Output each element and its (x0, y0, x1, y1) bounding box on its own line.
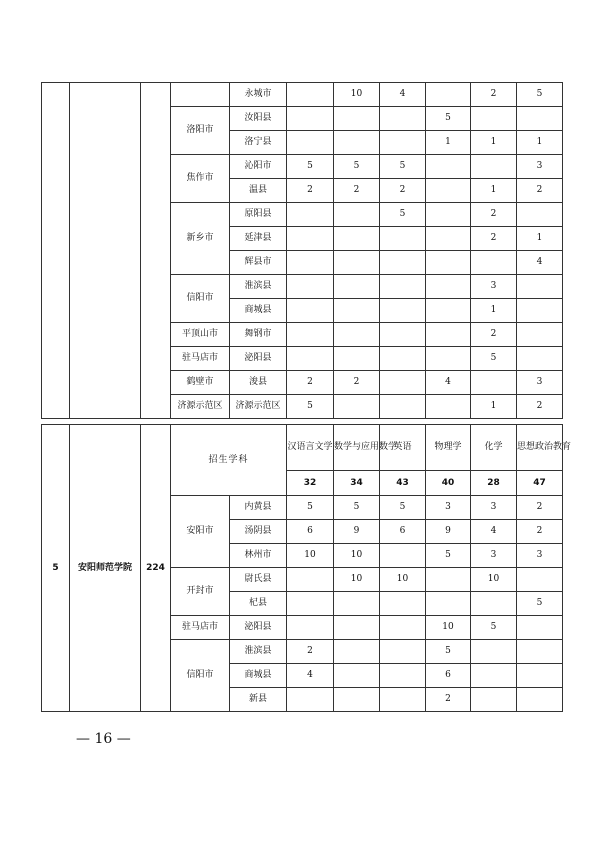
quota-cell: 2 (517, 520, 563, 544)
county-cell: 汝阳县 (230, 107, 287, 131)
quota-cell: 10 (334, 83, 380, 107)
county-cell: 原阳县 (230, 203, 287, 227)
county-cell: 商城县 (230, 664, 287, 688)
quota-cell (426, 299, 471, 323)
quota-cell (471, 371, 517, 395)
subject-total: 47 (517, 471, 563, 496)
quota-cell (334, 592, 380, 616)
quota-cell: 5 (426, 544, 471, 568)
quota-cell: 5 (334, 496, 380, 520)
county-cell: 泌阳县 (230, 616, 287, 640)
quota-cell: 2 (471, 227, 517, 251)
quota-cell (380, 640, 426, 664)
quota-cell (334, 131, 380, 155)
quota-cell: 2 (287, 640, 334, 664)
quota-cell: 3 (517, 155, 563, 179)
school-cell (70, 83, 141, 419)
county-cell: 沁阳市 (230, 155, 287, 179)
quota-cell (380, 107, 426, 131)
county-cell: 济源示范区 (230, 395, 287, 419)
quota-cell: 4 (426, 371, 471, 395)
subject-header: 汉语言文学 (287, 425, 334, 471)
quota-cell (380, 688, 426, 712)
quota-cell: 2 (517, 496, 563, 520)
quota-cell: 6 (380, 520, 426, 544)
quota-cell: 1 (517, 227, 563, 251)
county-cell: 温县 (230, 179, 287, 203)
quota-cell (517, 323, 563, 347)
quota-cell: 2 (334, 371, 380, 395)
city-cell: 鹤壁市 (171, 371, 230, 395)
county-cell: 洛宁县 (230, 131, 287, 155)
quota-cell: 5 (426, 640, 471, 664)
index-cell: 5 (42, 425, 70, 712)
quota-cell (334, 299, 380, 323)
quota-cell: 2 (517, 395, 563, 419)
quota-cell: 1 (471, 131, 517, 155)
quota-cell: 3 (471, 275, 517, 299)
quota-cell (287, 616, 334, 640)
quota-cell: 3 (517, 371, 563, 395)
quota-cell: 5 (287, 155, 334, 179)
quota-table-continued (41, 82, 563, 419)
quota-cell (517, 275, 563, 299)
quota-cell (517, 616, 563, 640)
quota-cell (517, 299, 563, 323)
city-cell (171, 83, 230, 107)
quota-cell (334, 395, 380, 419)
quota-cell (380, 299, 426, 323)
quota-cell (380, 395, 426, 419)
city-cell: 平顶山市 (171, 323, 230, 347)
quota-cell (334, 323, 380, 347)
quota-cell (471, 251, 517, 275)
quota-cell (517, 107, 563, 131)
page-number: — 16 — (76, 731, 131, 747)
quota-cell (426, 568, 471, 592)
quota-cell (426, 275, 471, 299)
quota-cell (471, 592, 517, 616)
city-cell: 焦作市 (171, 155, 230, 203)
quota-cell: 2 (471, 83, 517, 107)
quota-cell (380, 275, 426, 299)
county-cell: 新县 (230, 688, 287, 712)
quota-cell (380, 251, 426, 275)
quota-cell (426, 323, 471, 347)
city-cell: 新乡市 (171, 203, 230, 275)
quota-cell: 4 (517, 251, 563, 275)
recruit-subject-label: 招生学科 (171, 425, 287, 496)
subject-header: 思想政治教育 (517, 425, 563, 471)
quota-cell (517, 203, 563, 227)
quota-cell: 2 (287, 179, 334, 203)
county-cell: 商城县 (230, 299, 287, 323)
quota-cell (380, 592, 426, 616)
quota-cell: 1 (471, 395, 517, 419)
city-cell: 驻马店市 (171, 616, 230, 640)
city-cell: 安阳市 (171, 496, 230, 568)
subject-total: 40 (426, 471, 471, 496)
quota-cell: 9 (334, 520, 380, 544)
quota-cell (380, 347, 426, 371)
quota-cell (380, 227, 426, 251)
quota-cell (380, 544, 426, 568)
quota-cell (334, 275, 380, 299)
city-cell: 洛阳市 (171, 107, 230, 155)
county-cell: 辉县市 (230, 251, 287, 275)
city-cell: 信阳市 (171, 275, 230, 323)
quota-cell (287, 688, 334, 712)
index-cell (42, 83, 70, 419)
quota-cell: 4 (287, 664, 334, 688)
county-cell: 浚县 (230, 371, 287, 395)
quota-cell: 3 (471, 496, 517, 520)
quota-cell (334, 688, 380, 712)
quota-cell (287, 323, 334, 347)
quota-cell (426, 155, 471, 179)
quota-cell: 5 (380, 496, 426, 520)
county-cell: 延津县 (230, 227, 287, 251)
quota-cell (334, 664, 380, 688)
county-cell: 舞钢市 (230, 323, 287, 347)
quota-cell: 1 (471, 299, 517, 323)
quota-cell: 2 (517, 179, 563, 203)
quota-cell (426, 203, 471, 227)
quota-cell: 2 (471, 323, 517, 347)
quota-cell (426, 227, 471, 251)
quota-cell (380, 371, 426, 395)
county-cell: 尉氏县 (230, 568, 287, 592)
city-cell: 开封市 (171, 568, 230, 616)
quota-cell (426, 347, 471, 371)
quota-cell (380, 616, 426, 640)
quota-cell: 1 (517, 131, 563, 155)
subject-total: 43 (380, 471, 426, 496)
quota-cell: 9 (426, 520, 471, 544)
quota-cell: 10 (287, 544, 334, 568)
quota-cell (287, 83, 334, 107)
quota-cell (471, 107, 517, 131)
city-cell: 驻马店市 (171, 347, 230, 371)
quota-cell (426, 83, 471, 107)
total-quota: 224 (141, 425, 171, 712)
quota-cell (334, 227, 380, 251)
subject-total: 28 (471, 471, 517, 496)
quota-cell (380, 664, 426, 688)
quota-cell (426, 179, 471, 203)
quota-cell (471, 155, 517, 179)
quota-cell (426, 592, 471, 616)
subject-header: 化学 (471, 425, 517, 471)
quota-table-anyang (41, 424, 572, 712)
quota-cell: 4 (471, 520, 517, 544)
quota-cell (380, 323, 426, 347)
quota-cell (517, 688, 563, 712)
quota-cell: 5 (517, 592, 563, 616)
quota-cell (334, 251, 380, 275)
city-cell: 信阳市 (171, 640, 230, 712)
quota-cell: 1 (471, 179, 517, 203)
county-cell: 淮滨县 (230, 640, 287, 664)
quota-cell: 5 (426, 107, 471, 131)
quota-cell (334, 640, 380, 664)
subject-header: 数学与应用数学 (334, 425, 380, 471)
quota-cell: 5 (471, 616, 517, 640)
quota-cell: 2 (426, 688, 471, 712)
quota-cell (287, 592, 334, 616)
quota-cell: 10 (334, 544, 380, 568)
quota-cell (471, 664, 517, 688)
subject-header: 英语 (380, 425, 426, 471)
quota-cell (334, 616, 380, 640)
county-cell: 林州市 (230, 544, 287, 568)
school-name: 安阳师范学院 (70, 425, 141, 712)
quota-cell: 2 (471, 203, 517, 227)
quota-cell: 5 (517, 83, 563, 107)
quota-cell: 3 (517, 544, 563, 568)
quota-cell (517, 664, 563, 688)
quota-cell: 5 (380, 155, 426, 179)
county-cell: 淮滨县 (230, 275, 287, 299)
quota-cell: 3 (471, 544, 517, 568)
quota-cell (334, 203, 380, 227)
subject-header: 物理学 (426, 425, 471, 471)
quota-cell: 2 (380, 179, 426, 203)
quota-cell: 3 (426, 496, 471, 520)
quota-cell: 5 (287, 496, 334, 520)
quota-cell: 5 (471, 347, 517, 371)
county-cell: 永城市 (230, 83, 287, 107)
quota-cell (287, 568, 334, 592)
quota-cell: 4 (380, 83, 426, 107)
quota-cell: 10 (334, 568, 380, 592)
county-cell: 泌阳县 (230, 347, 287, 371)
quota-cell (471, 688, 517, 712)
county-cell: 杞县 (230, 592, 287, 616)
quota-cell (517, 568, 563, 592)
total-cell (141, 83, 171, 419)
quota-cell: 10 (426, 616, 471, 640)
quota-cell (380, 131, 426, 155)
quota-cell (426, 395, 471, 419)
quota-cell: 2 (287, 371, 334, 395)
quota-cell: 10 (380, 568, 426, 592)
quota-cell: 5 (380, 203, 426, 227)
subject-total: 34 (334, 471, 380, 496)
quota-cell (287, 299, 334, 323)
quota-cell (287, 275, 334, 299)
quota-cell (334, 107, 380, 131)
quota-cell (517, 640, 563, 664)
quota-cell (517, 347, 563, 371)
quota-cell (287, 131, 334, 155)
quota-cell: 5 (287, 395, 334, 419)
table-row (42, 83, 563, 107)
quota-cell (287, 107, 334, 131)
subject-header-row (42, 425, 563, 471)
city-cell: 济源示范区 (171, 395, 230, 419)
quota-cell (334, 347, 380, 371)
quota-cell (426, 251, 471, 275)
quota-cell: 1 (426, 131, 471, 155)
subject-total: 32 (287, 471, 334, 496)
county-cell: 汤阴县 (230, 520, 287, 544)
county-cell: 内黄县 (230, 496, 287, 520)
quota-cell: 10 (471, 568, 517, 592)
quota-cell: 5 (334, 155, 380, 179)
quota-cell: 2 (334, 179, 380, 203)
quota-cell (287, 203, 334, 227)
quota-cell (471, 640, 517, 664)
quota-cell: 6 (426, 664, 471, 688)
quota-cell (287, 347, 334, 371)
quota-cell (287, 251, 334, 275)
quota-cell: 6 (287, 520, 334, 544)
quota-cell (287, 227, 334, 251)
